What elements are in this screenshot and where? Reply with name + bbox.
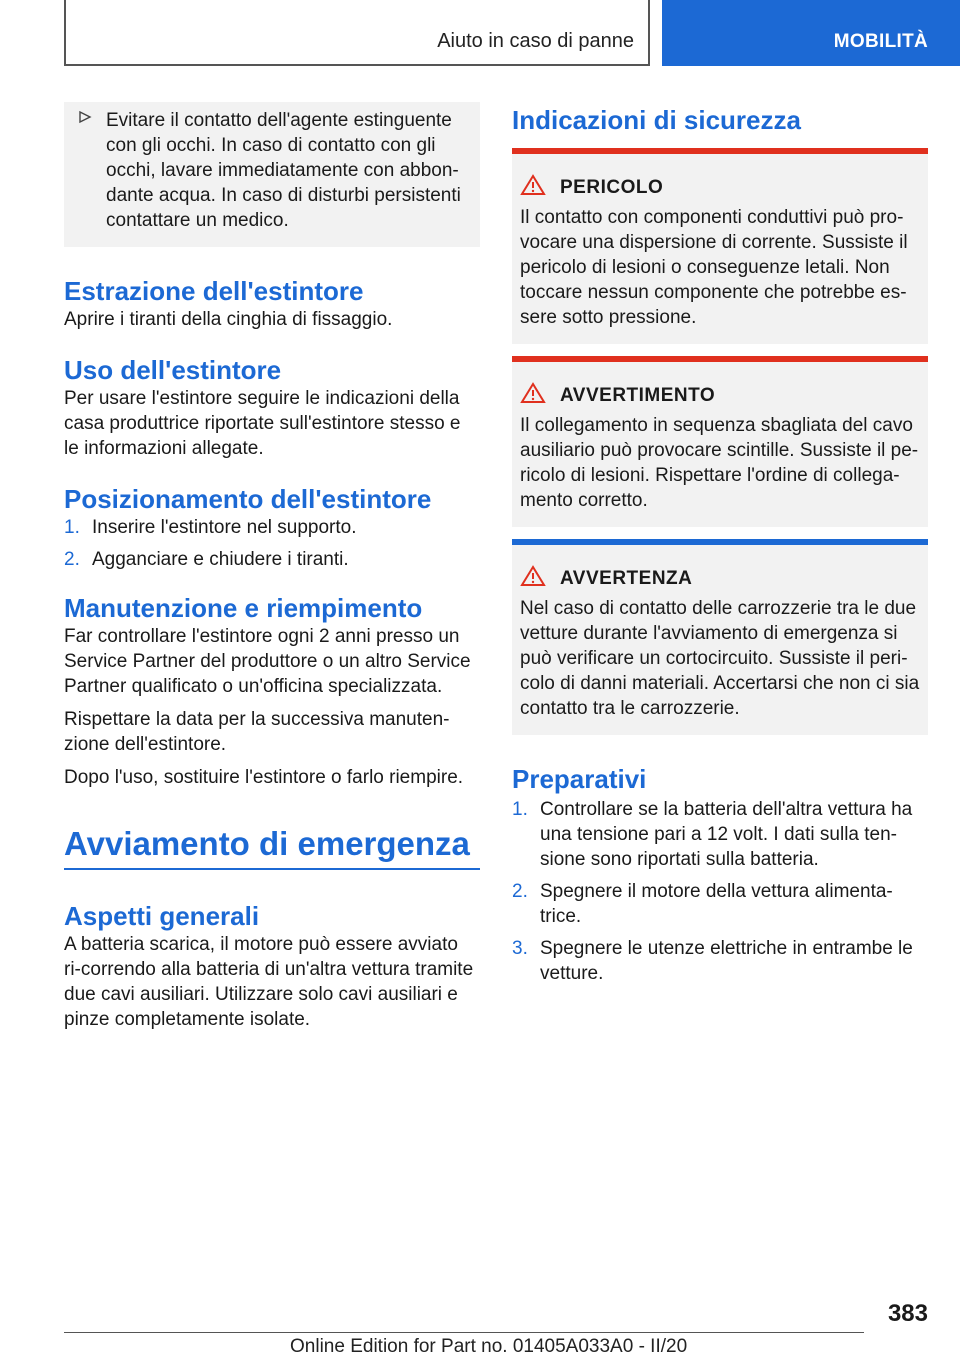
warning-header — [520, 565, 920, 592]
avviamento-heading: Avviamento di emergenza — [64, 825, 470, 862]
list-item: 1. Controllare se la batteria dell'altra vettura ha una tensione pari a 12 volt. I dati sulla ten-sione sono riportati sulla batteria. — [512, 799, 913, 870]
warning-box-avvertimento — [512, 356, 928, 527]
header-chapter-tab[interactable] — [662, 0, 960, 66]
manutenzione-text-3: Dopo l'uso, sostituire l'estintore o farlo riempire. — [64, 767, 464, 788]
list-item: 1. Inserire l'estintore nel supporto. — [64, 517, 357, 538]
warning-header — [520, 382, 920, 409]
warning-title: AVVERTENZA — [560, 567, 693, 589]
page-number: 383 — [887, 1300, 928, 1327]
warning-text: Nel caso di contatto delle carrozzerie tra le due vetture durante l'avviamento di emergenza si può verificare un cortocircuito. Sussiste il peri-colo di danni materiali. Accertarsi che non ci sia contatto tra le carrozzerie. — [520, 598, 920, 719]
warning-text: Il collegamento in sequenza sbagliata del cavo ausiliario può provocare scintille. Sussiste il pe-ricolo di lesioni. Rispettare l'ordine di collega-mento corretto. — [520, 415, 919, 511]
note-box — [64, 102, 480, 247]
preparativi-heading: Preparativi — [512, 764, 647, 794]
header-section-box — [64, 0, 650, 66]
warning-box-pericolo — [512, 148, 928, 344]
footer-divider — [64, 1332, 864, 1333]
manutenzione-text-1: Far controllare l'estintore ogni 2 anni presso un Service Partner del produttore o un altro Service Partner qualificato o un'officina specializzata. — [64, 626, 471, 697]
warning-header — [520, 174, 920, 201]
warning-title: AVVERTIMENTO — [560, 384, 716, 406]
estrazione-heading: Estrazione dell'estintore — [64, 276, 364, 306]
avviamento-heading-block — [64, 824, 480, 870]
posizionamento-steps — [64, 515, 480, 572]
warning-triangle-icon — [520, 565, 560, 592]
estrazione-text: Aprire i tiranti della cinghia di fissaggio. — [64, 309, 393, 330]
sicurezza-heading: Indicazioni di sicurezza — [512, 105, 801, 135]
manutenzione-text-2: Rispettare la data per la successiva manuten-zione dell'estintore. — [64, 709, 450, 755]
list-item: 2. Spegnere il motore della vettura alimenta-trice. — [512, 881, 893, 927]
warning-title: PERICOLO — [560, 176, 664, 198]
warning-text: Il contatto con componenti conduttivi può pro-vocare una dispersione di corrente. Sussiste il pericolo di lesioni o conseguenze letali. Non toccare nessun componente che potrebbe es-sere sotto pressione. — [520, 207, 908, 328]
list-item: 3. Spegnere le utenze elettriche in entrambe le vetture. — [512, 938, 913, 984]
footer-edition: Online Edition for Part no. 01405A033A0 - II/20 — [290, 1336, 688, 1357]
warning-triangle-icon — [520, 382, 560, 409]
note-text: Evitare il contatto dell'agente estinguente con gli occhi. In caso di contatto con gli occhi, lavare immediatamente con abbon-dante acqua. In caso di disturbi persistenti contattare un medico. — [106, 110, 461, 231]
left-column — [64, 102, 480, 1032]
preparativi-steps — [512, 797, 928, 986]
triangle-right-icon — [78, 108, 106, 233]
posizionamento-heading: Posizionamento dell'estintore — [64, 484, 432, 514]
warning-box-avvertenza — [512, 539, 928, 735]
header-section-title: Aiuto in caso di panne — [437, 30, 634, 52]
warning-triangle-icon — [520, 174, 560, 201]
header-chapter-label: MOBILITÀ — [833, 31, 928, 52]
list-item: 2. Agganciare e chiudere i tiranti. — [64, 549, 349, 570]
uso-text: Per usare l'estintore seguire le indicazioni della casa produttrice riportate sull'estintore stesso e le informazioni allegate. — [64, 388, 461, 459]
right-column — [512, 102, 928, 986]
aspetti-text: A batteria scarica, il motore può essere avviato ri-correndo alla batteria di un'altra vettura tramite due cavi ausiliari. Utilizzare solo cavi ausiliari e pinze completamente isolate. — [64, 934, 474, 1030]
manutenzione-heading: Manutenzione e riempimento — [64, 593, 423, 623]
uso-heading: Uso dell'estintore — [64, 355, 282, 385]
aspetti-heading: Aspetti generali — [64, 901, 260, 931]
